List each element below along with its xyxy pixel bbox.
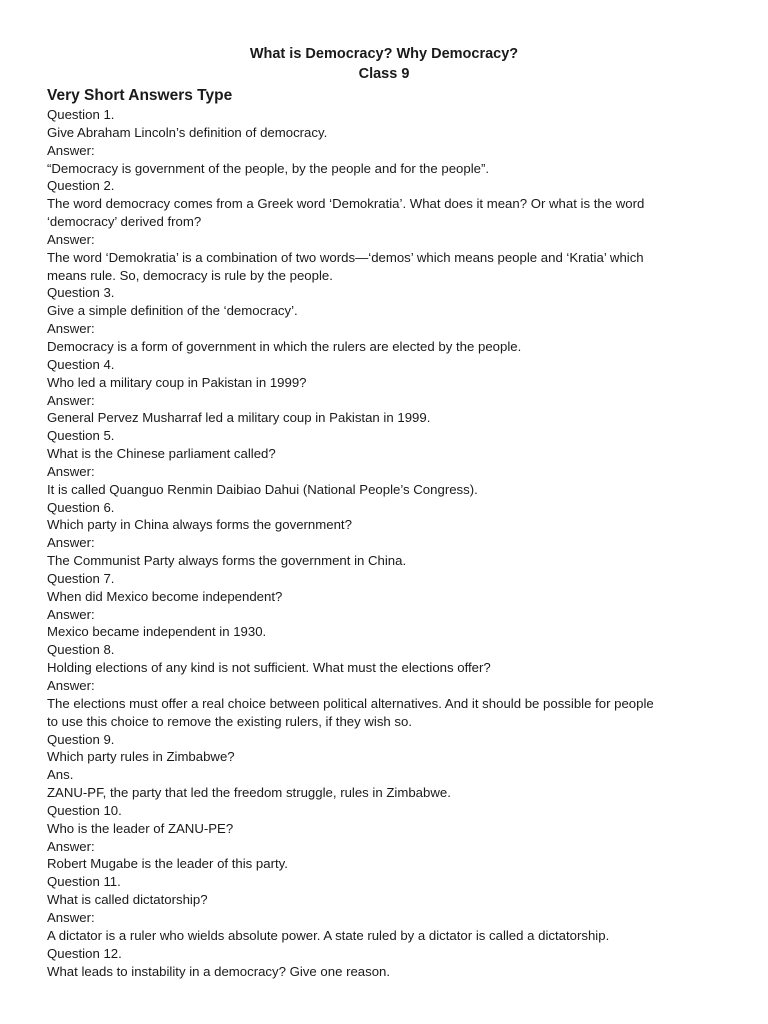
answer-text-line: to use this choice to remove the existing rulers, if they wish so. [47, 713, 413, 729]
question-label: Question 6. [47, 499, 115, 515]
question-text-line: ‘democracy’ derived from? [47, 214, 202, 230]
answer-label: Answer: [47, 321, 95, 337]
question-text: What is called dictatorship? [47, 892, 208, 908]
question-text: What leads to instability in a democracy? Give one reason. [47, 963, 391, 979]
document-subtitle: Class 9 [358, 66, 410, 82]
answer-text: Robert Mugabe is the leader of this party. [47, 856, 288, 872]
document-title: What is Democracy? Why Democracy? [249, 46, 519, 62]
question-text: Which party rules in Zimbabwe? [47, 749, 235, 765]
answer-label: Ans. [47, 767, 74, 783]
question-text: Which party in China always forms the government? [47, 517, 352, 533]
answer-text-line: means rule. So, democracy is rule by the people. [47, 267, 333, 283]
answer-label: Answer: [47, 535, 95, 551]
question-label: Question 4. [47, 356, 115, 372]
question-label: Question 2. [47, 178, 115, 194]
question-label: Question 9. [47, 731, 115, 747]
answer-text: General Pervez Musharraf led a military coup in Pakistan in 1999. [47, 410, 431, 426]
answer-label: Answer: [47, 142, 95, 158]
answer-text-line: The elections must offer a real choice between political alternatives. And it should be possible for people [47, 695, 654, 711]
question-text: Give Abraham Lincoln’s definition of democracy. [47, 124, 328, 140]
answer-text-line: The word ‘Demokratia’ is a combination of two words—‘demos’ which means people and ‘Kratia’ which [47, 249, 644, 265]
question-label: Question 7. [47, 570, 115, 586]
question-label: Question 1. [47, 107, 115, 122]
question-label: Question 8. [47, 642, 115, 658]
question-label: Question 11. [47, 874, 121, 890]
answer-text: The Communist Party always forms the government in China. [47, 553, 407, 569]
section-heading: Very Short Answers Type [47, 87, 233, 104]
answer-label: Answer: [47, 909, 95, 925]
answer-text: It is called Quanguo Renmin Daibiao Dahui (National People’s Congress). [47, 481, 478, 497]
answer-text: Democracy is a form of government in which the rulers are elected by the people. [47, 338, 522, 354]
question-text: Who is the leader of ZANU-PE? [47, 820, 234, 836]
question-text-line: The word democracy comes from a Greek word ‘Demokratia’. What does it mean? Or what is the word [47, 196, 645, 212]
answer-text: ZANU-PF, the party that led the freedom struggle, rules in Zimbabwe. [47, 785, 451, 801]
question-label: Question 5. [47, 428, 115, 444]
answer-label: Answer: [47, 838, 95, 854]
question-text: Give a simple definition of the ‘democracy’. [47, 303, 298, 319]
question-label: Question 3. [47, 285, 115, 301]
answer-text: Mexico became independent in 1930. [47, 624, 267, 640]
qa-list [47, 106, 727, 980]
answer-text: A dictator is a ruler who wields absolute power. A state ruled by a dictator is called a dictatorship. [47, 927, 610, 943]
answer-label: Answer: [47, 231, 95, 247]
question-text: When did Mexico become independent? [47, 588, 283, 604]
answer-label: Answer: [47, 678, 95, 693]
question-text: Who led a military coup in Pakistan in 1999? [47, 374, 307, 390]
answer-text: “Democracy is government of the people, by the people and for the people”. [47, 160, 490, 176]
question-label: Question 10. [47, 802, 122, 818]
question-text: What is the Chinese parliament called? [47, 446, 276, 462]
answer-label: Answer: [47, 606, 95, 622]
answer-label: Answer: [47, 463, 95, 479]
question-text: Holding elections of any kind is not sufficient. What must the elections offer? [47, 660, 491, 676]
answer-label: Answer: [47, 392, 95, 408]
question-label: Question 12. [47, 945, 122, 961]
document-header [0, 44, 768, 84]
